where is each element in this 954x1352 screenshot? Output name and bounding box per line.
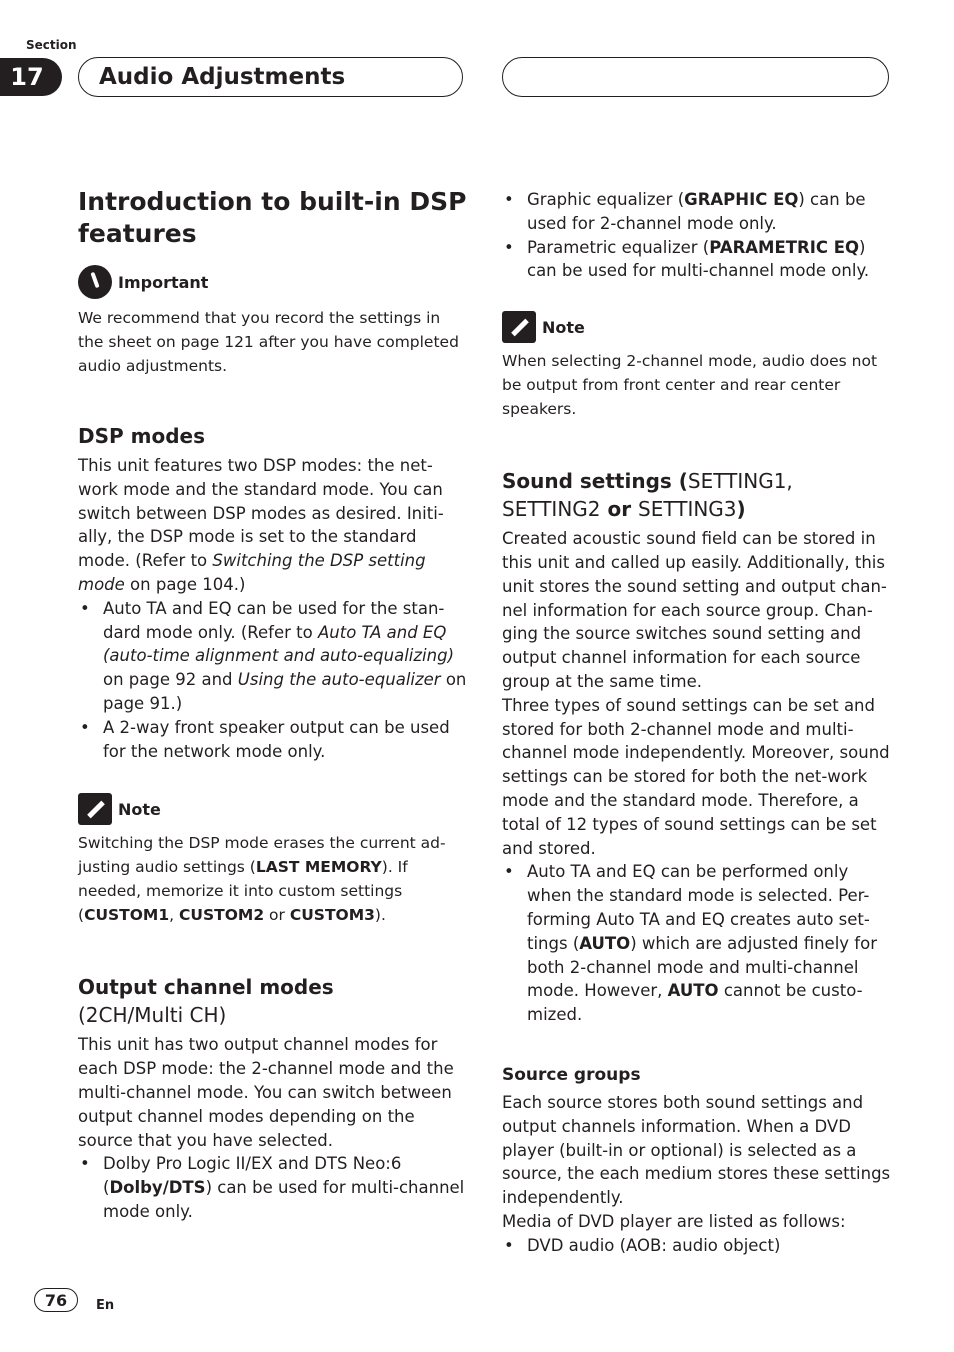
sound-settings-heading: [502, 467, 894, 523]
section-label: Section: [26, 38, 77, 52]
text-run: Parametric equalizer (: [527, 237, 710, 257]
key-label: CUSTOM3: [289, 906, 375, 925]
list-item: • DVD audio (AOB: audio object): [502, 1234, 894, 1258]
important-text: We recommend that you record the settings in the sheet on page 121 after you have completed audio adjustments.: [78, 309, 459, 375]
list-item: [78, 1152, 468, 1223]
chapter-box-right: [502, 57, 889, 97]
note-text: When selecting 2-channel mode, audio does not be output from front center and rear center speakers.: [502, 352, 878, 419]
text-run-italic: Using the auto-equalizer: [237, 670, 441, 690]
text-run: This unit features two DSP modes: the net-work mode and the standard mode. You can switch between DSP modes as desired. Initi-ally, the DSP mode is set to the standard mode. (Refer to: [78, 456, 444, 571]
key-label: AUTO: [579, 933, 631, 953]
text-run: ,: [169, 906, 180, 925]
heading-text: Output channel modes: [78, 975, 334, 1000]
dsp-modes-paragraph: [78, 454, 468, 597]
key-label: LAST MEMORY: [255, 858, 382, 877]
text-run: Switching the DSP mode erases the current ad-justing audio settings (: [78, 834, 446, 877]
sound-settings-paragraph: Three types of sound settings can be set and stored for both 2-channel mode and multi-channel mode independently. Moreover, sound settings can be stored for both the net-work mode and the standard mode. Therefore, a total of 12 types of sound settings can be set and stored.: [502, 695, 890, 858]
right-column: [502, 188, 894, 1258]
heading-text: SETTING3: [638, 497, 737, 522]
source-groups-paragraph: Each source stores both sound settings and output channels information. When a DVD player (built-in or optional) is selected as a source, the each medium stores these settings independently.: [502, 1092, 891, 1208]
source-groups-paragraph: Media of DVD player are listed as follows:: [502, 1211, 846, 1231]
text-run: ).: [374, 906, 386, 925]
key-label: AUTO: [667, 981, 719, 1001]
text-run-italic: Switching the DSP setting mode: [78, 551, 426, 594]
text-run: Graphic equalizer (: [527, 190, 685, 209]
text-run: on page 92 and: [103, 670, 238, 690]
note-text: [78, 831, 468, 927]
list-item: • A 2-way front speaker output can be used for the network mode only.: [78, 716, 468, 764]
heading-text: ): [736, 497, 746, 522]
list-item: [502, 860, 894, 1027]
note-pencil-icon: [502, 311, 536, 343]
note-pencil-icon: [78, 793, 112, 825]
important-label: Important: [118, 272, 209, 292]
left-column: [78, 186, 468, 1224]
text-run: ) which are adjusted finely for both 2-channel mode and multi-channel mode. However,: [527, 933, 877, 1001]
heading-text: SETTING1, SETTING2: [502, 469, 793, 522]
note-callout: [502, 309, 894, 345]
text-run: Auto TA and EQ can be used for the stan-dard mode only. (Refer to: [103, 598, 445, 642]
list-item: [78, 597, 468, 716]
list-item: [502, 188, 894, 236]
text-run: ). If needed, memorize it into custom settings (: [78, 858, 408, 925]
key-label: Dolby/DTS: [109, 1178, 206, 1198]
note-callout: [78, 791, 468, 827]
important-icon: [78, 265, 112, 299]
list-item: [502, 236, 894, 284]
text-run: ) can be used for 2-channel mode only.: [527, 190, 866, 233]
text-run: Dolby Pro Logic II/EX and DTS Neo:6 (: [103, 1154, 402, 1198]
note-label: Note: [118, 799, 161, 819]
text-run: ) can be used for multi-channel mode only.: [103, 1178, 465, 1221]
important-callout: [78, 264, 468, 300]
text-run: on page 91.): [103, 670, 467, 713]
chapter-title: [78, 57, 463, 97]
output-modes-paragraph: This unit has two output channel modes for each DSP mode: the 2-channel mode and the multi-channel mode. You can switch between output channel modes depending on the source that you have selected.: [78, 1035, 454, 1150]
text-run: on page 104.): [124, 574, 246, 594]
text-run: ) can be used for multi-channel mode only.: [527, 237, 870, 281]
section-number: 17: [0, 58, 62, 96]
key-label: PARAMETRIC EQ: [709, 237, 859, 257]
language-code: En: [96, 1298, 115, 1313]
page-title: Introduction to built-in DSP features: [78, 187, 467, 248]
source-groups-heading: Source groups: [502, 1064, 641, 1085]
key-label: CUSTOM2: [179, 906, 265, 925]
heading-text: Sound settings (: [502, 469, 688, 494]
sound-settings-paragraph: Created acoustic sound field can be stored in this unit and called up easily. Additionally, this unit stores the sound setting and output chan-nel information for each source group. Chan-ging the source switches sound setting and output channel information for each source group at the same time.: [502, 529, 887, 691]
note-label: Note: [542, 317, 585, 337]
key-label: CUSTOM1: [84, 906, 170, 925]
dsp-modes-heading: DSP modes: [78, 424, 205, 448]
text-run: or: [264, 906, 290, 925]
key-label: GRAPHIC EQ: [684, 190, 799, 209]
output-modes-heading: [78, 973, 468, 1029]
page-number: 76: [34, 1288, 78, 1312]
text-run: Auto TA and EQ can be performed only when the standard mode is selected. Per-forming Auto TA and EQ creates auto set-tings (: [527, 862, 870, 953]
text-run-italic: Auto TA and EQ (auto-time alignment and auto-equalizing): [103, 622, 455, 666]
text-run: cannot be custo-mized.: [527, 981, 863, 1025]
heading-text: (2CH/Multi CH): [78, 1003, 227, 1028]
heading-text: or: [600, 497, 639, 522]
chapter-title-text: Audio Adjustments: [99, 64, 346, 90]
